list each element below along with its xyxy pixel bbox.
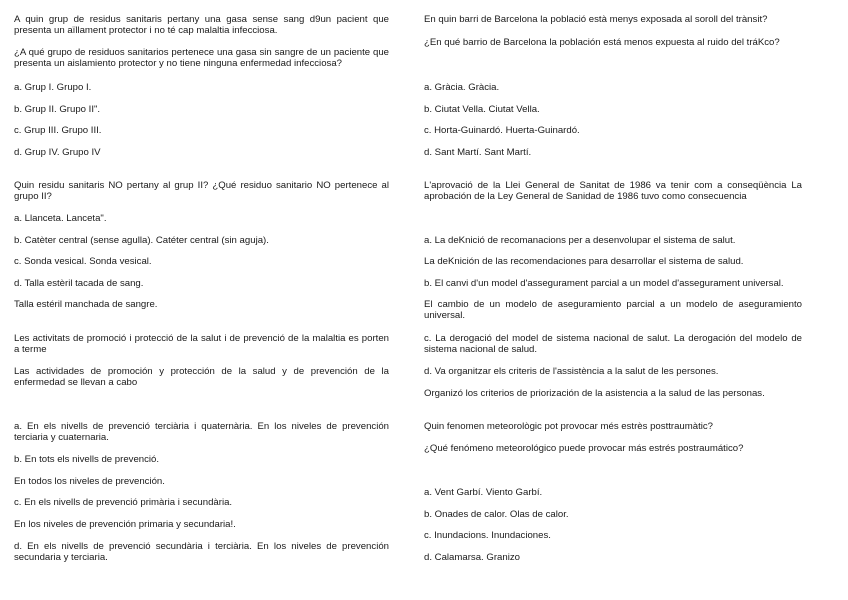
- option-d-catalan: d. Va organitzar els criteris de l'assistència a la salut de les persones.: [424, 366, 719, 377]
- question-6-spanish: ¿Qué fenómeno meteorológico puede provocar más estrés postraumático?: [424, 443, 744, 454]
- option-a: a. En els nivells de prevenció terciària i quaternària. En los niveles de prevención terciaria y cuaternaria.: [14, 421, 389, 443]
- option-b-catalan: b. El canvi d'un model d'assegurament parcial a un model d'assegurament universal.: [424, 278, 784, 289]
- option-d: d. Calamarsa. Granizo: [424, 552, 520, 563]
- option-b: b. Grup II. Grupo II".: [14, 104, 101, 115]
- option-c: c. Grup III. Grupo III.: [14, 125, 102, 136]
- option-a: a. Llanceta. Lanceta".: [14, 213, 107, 224]
- option-d: d. Grup IV. Grupo IV: [14, 147, 101, 158]
- option-c: c. Sonda vesical. Sonda vesical.: [14, 256, 152, 267]
- option-d: d. Sant Martí. Sant Martí.: [424, 147, 532, 158]
- question-4-catalan: En quin barri de Barcelona la població està menys exposada al soroll del trànsit?: [424, 14, 768, 25]
- option-b: b. Ciutat Vella. Ciutat Vella.: [424, 104, 540, 115]
- option-a: a. Gràcia. Gràcia.: [424, 82, 500, 93]
- question-5: L'aprovació de la Llei General de Sanitat de 1986 va tenir com a conseqüència La aprobación de la Ley General de Sanidad de 1986 tuvo como consecuencia: [424, 180, 802, 202]
- option-c: c. La derogació del model de sistema nacional de salut. La derogación del modelo de sistema nacional de salud.: [424, 333, 802, 355]
- option-b-spanish: El cambio de un modelo de aseguramiento parcial a un modelo de aseguramiento universal.: [424, 299, 802, 321]
- option-b-spanish: En todos los niveles de prevención.: [14, 476, 165, 487]
- option-b: b. Catèter central (sense agulla). Catéter central (sin aguja).: [14, 235, 269, 246]
- option-d-spanish: Talla estéril manchada de sangre.: [14, 299, 158, 310]
- option-d-catalan: d. Talla estèril tacada de sang.: [14, 278, 144, 289]
- question-4-spanish: ¿En qué barrio de Barcelona la población está menos expuesta al ruido del tráKco?: [424, 37, 780, 48]
- option-c: c. Inundacions. Inundaciones.: [424, 530, 551, 541]
- question-1-spanish: ¿A qué grupo de residuos sanitarios pertenece una gasa sin sangre de un paciente que presenta un aislamiento protector y no tiene ninguna enfermedad infecciosa?: [14, 47, 389, 69]
- question-3-spanish: Las actividades de promoción y protección de la salud y de prevención de la enfermedad se llevan a cabo: [14, 366, 389, 388]
- option-b: b. Onades de calor. Olas de calor.: [424, 509, 569, 520]
- option-a-spanish: La deKnición de las recomendaciones para desarrollar el sistema de salud.: [424, 256, 744, 267]
- option-c-spanish: En los niveles de prevención primaria y secundaria!.: [14, 519, 236, 530]
- option-d-spanish: Organizó los criterios de priorización de la asistencia a la salud de las personas.: [424, 388, 765, 399]
- option-a: a. Vent Garbí. Viento Garbí.: [424, 487, 543, 498]
- option-a: a. Grup I. Grupo I.: [14, 82, 92, 93]
- question-2: Quin residu sanitaris NO pertany al grup II? ¿Qué residuo sanitario NO pertenece al grupo II?: [14, 180, 389, 202]
- option-d: d. En els nivells de prevenció secundària i terciària. En los niveles de prevención secundaria y terciaria.: [14, 541, 389, 563]
- option-b-catalan: b. En tots els nivells de prevenció.: [14, 454, 160, 465]
- option-a-catalan: a. La deKnició de recomanacions per a desenvolupar el sistema de salut.: [424, 235, 736, 246]
- option-c-catalan: c. En els nivells de prevenció primària i secundària.: [14, 497, 233, 508]
- option-c: c. Horta-Guinardó. Huerta-Guinardó.: [424, 125, 580, 136]
- question-3-catalan: Les activitats de promoció i protecció de la salut i de prevenció de la malaltia es porten a terme: [14, 333, 389, 355]
- question-6-catalan: Quin fenomen meteorològic pot provocar més estrès posttraumàtic?: [424, 421, 714, 432]
- question-1-catalan: A quin grup de residus sanitaris pertany una gasa sense sang d9un pacient que presenta un aïllament protector i no té cap malaltia infecciosa.: [14, 14, 389, 36]
